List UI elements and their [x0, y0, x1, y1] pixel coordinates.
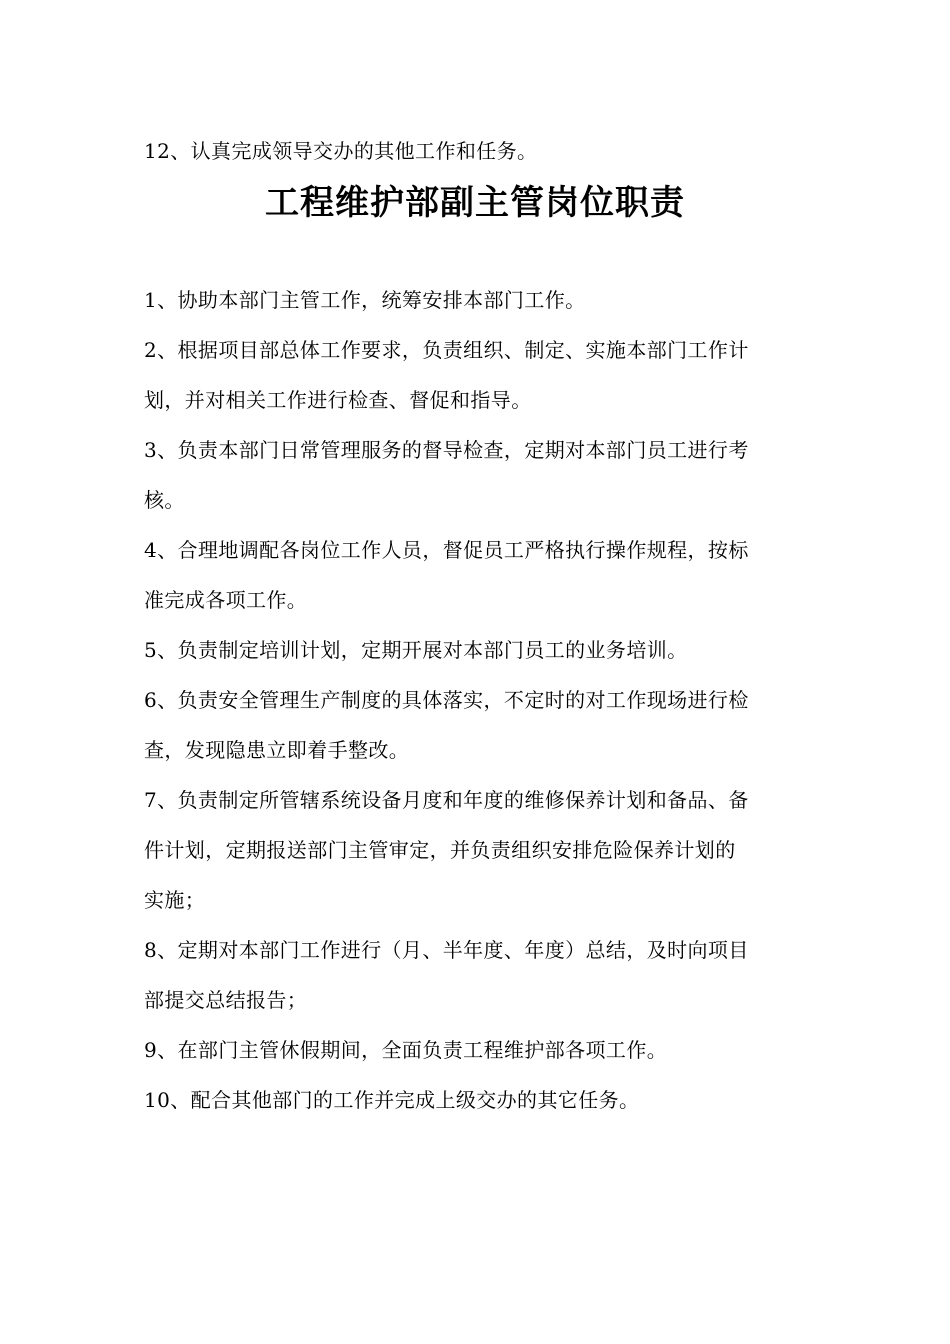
- duty-line-4: 3、负责本部门日常管理服务的督导检查，定期对本部门员工进行考: [144, 438, 749, 462]
- duty-line-11: 7、负责制定所管辖系统设备月度和年度的维修保养计划和备品、备: [144, 788, 749, 812]
- duty-line-7: 准完成各项工作。: [144, 588, 308, 612]
- duty-line-12: 件计划，定期报送部门主管审定，并负责组织安排危险保养计划的: [144, 838, 736, 862]
- document-title: 工程维护部副主管岗位职责: [265, 183, 685, 223]
- duty-line-14: 8、定期对本部门工作进行（月、半年度、年度）总结，及时向项目: [144, 938, 749, 962]
- previous-item-12: 12、认真完成领导交办的其他工作和任务。: [144, 139, 538, 163]
- duty-line-2: 2、根据项目部总体工作要求，负责组织、制定、实施本部门工作计: [144, 338, 749, 362]
- duty-line-17: 10、配合其他部门的工作并完成上级交办的其它任务。: [144, 1088, 640, 1112]
- duty-line-15: 部提交总结报告；: [144, 988, 308, 1012]
- duty-line-3: 划，并对相关工作进行检查、督促和指导。: [144, 388, 532, 412]
- duty-line-8: 5、负责制定培训计划，定期开展对本部门员工的业务培训。: [144, 638, 688, 662]
- duty-line-13: 实施；: [144, 888, 206, 912]
- duty-line-10: 查，发现隐患立即着手整改。: [144, 738, 410, 762]
- duty-line-1: 1、协助本部门主管工作，统筹安排本部门工作。: [144, 288, 586, 312]
- duty-line-16: 9、在部门主管休假期间，全面负责工程维护部各项工作。: [144, 1038, 668, 1062]
- duty-line-9: 6、负责安全管理生产制度的具体落实，不定时的对工作现场进行检: [144, 688, 749, 712]
- duty-line-5: 核。: [144, 488, 185, 512]
- duty-line-6: 4、合理地调配各岗位工作人员，督促员工严格执行操作规程，按标: [144, 538, 749, 562]
